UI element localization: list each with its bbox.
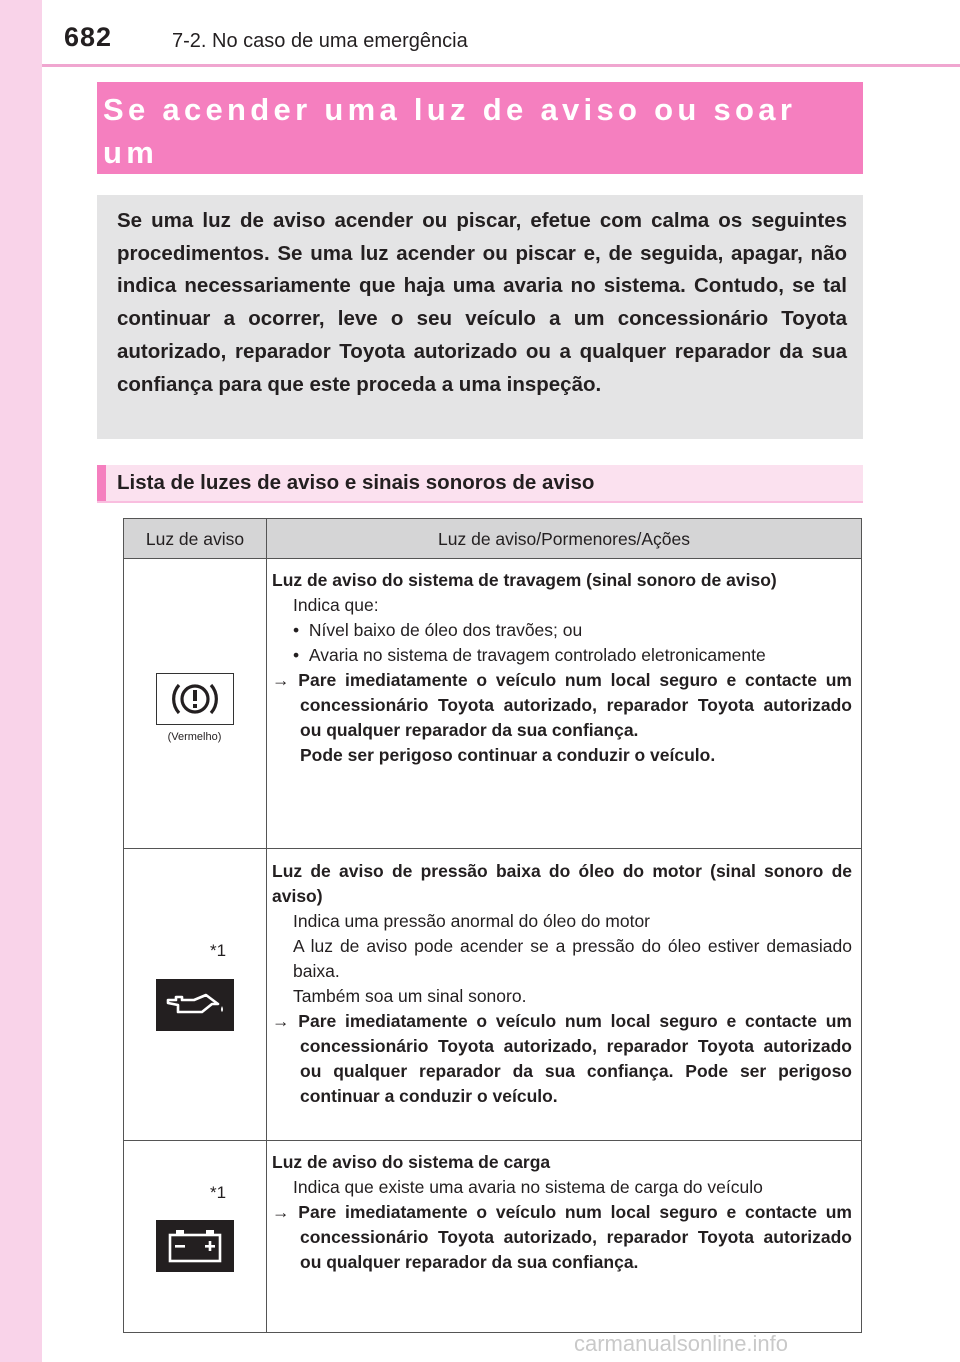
row-action: → Pare imediatamente o veículo num local seguro e contacte um concessionário Toyota autorizado, reparador Toyota autorizado ou qualquer reparador da sua confiança. Pode ser perigoso continuar a conduzir o veículo.	[272, 1011, 852, 1106]
page-number: 682	[64, 22, 113, 52]
row-action: → Pare imediatamente o veículo num local seguro e contacte um concessionário Toyota autorizado, reparador Toyota autorizado ou qualquer reparador da sua confiança.	[272, 670, 852, 740]
header-divider	[42, 64, 960, 67]
table-header-icon: Luz de aviso	[124, 519, 267, 559]
warning-lights-table	[123, 518, 862, 1333]
row-title: Luz de aviso do sistema de carga	[272, 1152, 551, 1172]
row-description	[272, 1150, 852, 1275]
row-description	[272, 568, 852, 768]
page-side-strip	[0, 0, 42, 1362]
table-header-details: Luz de aviso/Pormenores/Ações	[267, 519, 861, 559]
row-note: Indica que:	[293, 595, 379, 615]
bullet-item: • Nível baixo de óleo dos travões; ou	[293, 620, 583, 640]
subheading-bar	[97, 465, 863, 501]
battery-charge-icon	[156, 1220, 234, 1272]
icon-cell	[124, 559, 267, 848]
row-action-extra: Pode ser perigoso continuar a conduzir o veículo.	[300, 745, 716, 765]
bullet-item: • Avaria no sistema de travagem controlado eletronicamente	[293, 645, 766, 665]
row-note: Também soa um sinal sonoro.	[293, 986, 527, 1006]
title-banner	[97, 82, 863, 174]
row-description	[272, 859, 852, 1109]
subheading-text: Lista de luzes de aviso e sinais sonoros de aviso	[117, 471, 595, 494]
intro-box	[97, 195, 863, 439]
row-note: Indica uma pressão anormal do óleo do motor	[293, 911, 651, 931]
icon-cell	[124, 1141, 267, 1332]
subheading-accent	[97, 465, 106, 501]
row-action: → Pare imediatamente o veículo num local seguro e contacte um concessionário Toyota autorizado, reparador Toyota autorizado ou qualquer reparador da sua confiança.	[272, 1202, 852, 1272]
intro-text: Se uma luz de aviso acender ou piscar, efetue com calma os seguintes procedimentos. Se uma luz acender ou piscar e, de seguida, apagar, não indica necessariamente que haja uma avaria no sistema. Contudo, se tal continuar a ocorrer, leve o seu veículo a um concessionário Toyota autorizado, reparador Toyota autorizado ou a qualquer reparador da sua confiança para que este proceda a uma inspeção.	[117, 209, 847, 396]
footnote-marker: *1	[210, 1183, 227, 1202]
footnote-marker: *1	[210, 941, 227, 960]
row-note: Indica que existe uma avaria no sistema de carga do veículo	[293, 1177, 763, 1197]
row-title: Luz de aviso de pressão baixa do óleo do motor (sinal sonoro de aviso)	[272, 861, 852, 906]
subheading-rule	[97, 501, 863, 503]
watermark: carmanualsonline.info	[574, 1331, 789, 1356]
section-header: 7-2. No caso de uma emergência	[172, 30, 468, 52]
row-title: Luz de aviso do sistema de travagem (sinal sonoro de aviso)	[272, 570, 777, 590]
row-note: A luz de aviso pode acender se a pressão do óleo estiver demasiado baixa.	[293, 936, 852, 981]
brake-warning-icon	[156, 673, 234, 725]
oil-pressure-icon	[156, 979, 234, 1031]
icon-color-caption: (Vermelho)	[167, 731, 222, 743]
table-row	[124, 1141, 861, 1332]
table-row	[124, 559, 861, 849]
icon-cell	[124, 849, 267, 1140]
table-row	[124, 849, 861, 1141]
page-title-line-1: Se acender uma luz de aviso ou soar um	[103, 92, 797, 170]
